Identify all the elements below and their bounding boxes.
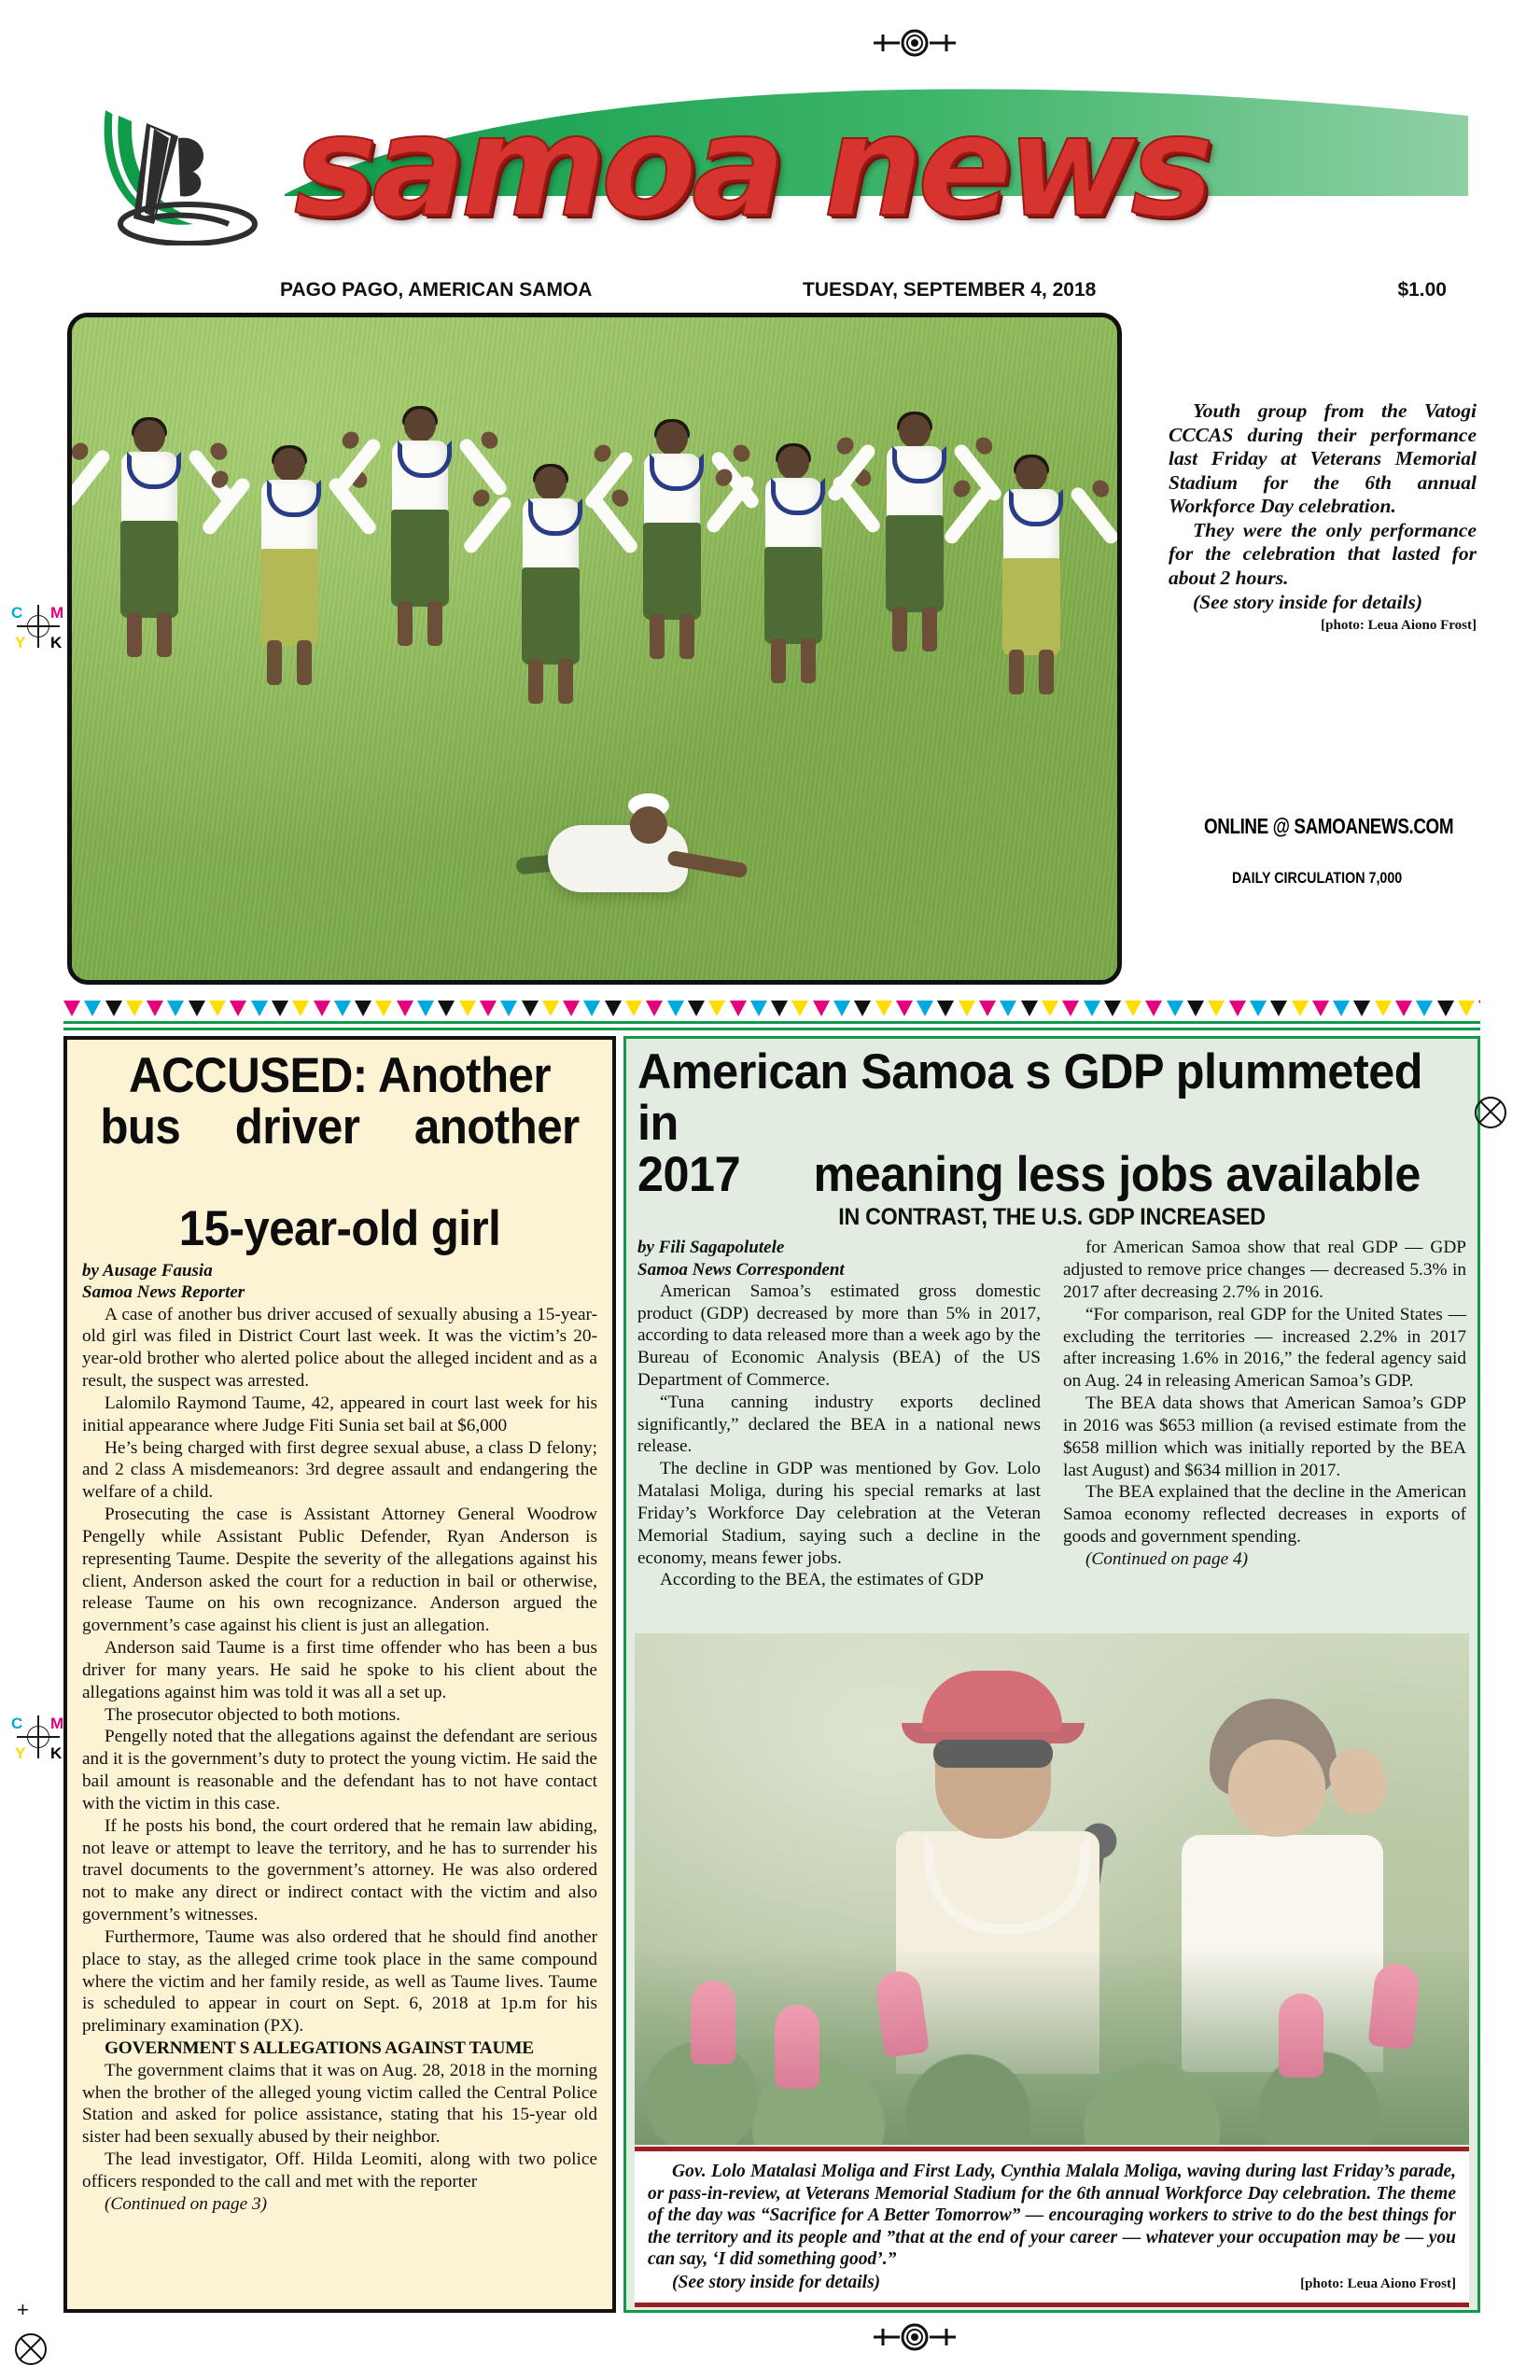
divider-triangle bbox=[438, 1001, 455, 1016]
cmyk-label-c: C bbox=[11, 1715, 23, 1732]
hero-photo-caption bbox=[1169, 399, 1477, 634]
divider-triangle bbox=[813, 1001, 830, 1016]
right-paragraph: The decline in GDP was mentioned by Gov. Lolo Matalasi Moliga, during his special remarks at last Friday’s Workforce Day celebration at the Veteran Memorial Stadium, saying such a decline in the economy, means fewer jobs. bbox=[637, 1459, 1041, 1568]
right-paragraph: “Tuna canning industry exports declined significantly,” declared the BEA in a national news release. bbox=[637, 1392, 1041, 1457]
dateline bbox=[280, 275, 1456, 305]
divider-triangle bbox=[397, 1001, 413, 1016]
right-story-columns bbox=[637, 1237, 1466, 1591]
headline-line-1: American Samoa s GDP plummeted in bbox=[637, 1044, 1423, 1152]
right-story-headline bbox=[637, 1044, 1425, 1203]
right-paragraph: The BEA data shows that American Samoa’s GDP in 2016 was $653 million (a revised estimate from the $658 million which was initially reported by the BEA last August) and $634 million in 2017. bbox=[1063, 1393, 1466, 1480]
divider-triangle bbox=[667, 1001, 684, 1016]
divider-triangle bbox=[1062, 1001, 1079, 1016]
headline-line-1: ACCUSED: Another bbox=[128, 1048, 552, 1103]
divider-triangle bbox=[1375, 1001, 1392, 1016]
divider-triangle bbox=[1416, 1001, 1433, 1016]
divider-triangle bbox=[1042, 1001, 1058, 1016]
divider-triangle bbox=[771, 1001, 788, 1016]
divider-triangle bbox=[937, 1001, 954, 1016]
cmyk-label-y: Y bbox=[15, 1744, 26, 1762]
masthead bbox=[0, 65, 1540, 280]
divider-triangle bbox=[1208, 1001, 1225, 1016]
divider-triangle bbox=[1353, 1001, 1370, 1016]
dateline-date: TUESDAY, SEPTEMBER 4, 2018 bbox=[803, 279, 1097, 301]
divider-triangle bbox=[251, 1001, 268, 1016]
samoa-news-logo-icon bbox=[89, 82, 294, 245]
divider-triangle bbox=[833, 1001, 850, 1016]
cmyk-label-m: M bbox=[50, 604, 64, 622]
registration-circle-x-bottom-left bbox=[15, 2333, 47, 2365]
cmyk-label-k: K bbox=[50, 634, 63, 651]
hero-photo-credit: [photo: Leua Aiono Frost] bbox=[1321, 618, 1477, 634]
registration-circle-x-right bbox=[1475, 1097, 1506, 1128]
gov-caption-see-story: (See story inside for details) bbox=[672, 2272, 881, 2292]
dateline-place: PAGO PAGO, AMERICAN SAMOA bbox=[280, 279, 593, 301]
divider-triangle bbox=[896, 1001, 913, 1016]
divider-triangle bbox=[875, 1001, 892, 1016]
headline-line-2 bbox=[637, 1147, 1425, 1203]
divider-triangle bbox=[1250, 1001, 1267, 1016]
divider-triangle bbox=[417, 1001, 434, 1016]
green-rule-top bbox=[63, 1021, 1480, 1024]
cmyk-label-k: K bbox=[50, 1744, 63, 1762]
divider-triangle bbox=[375, 1001, 392, 1016]
divider-triangle bbox=[1187, 1001, 1204, 1016]
cmyk-label-c: C bbox=[11, 604, 23, 622]
divider-triangle bbox=[1021, 1001, 1038, 1016]
divider-triangle bbox=[480, 1001, 497, 1016]
left-paragraph: Furthermore, Taume was also ordered that he should find another place to stay, as the alleged crime took place in the same compound where the victim and her family reside, as well as Taume lives. Taume is scheduled to appear in court on Sept. 6, 2018 at 1p.m for his preliminary examination (PX). bbox=[82, 1926, 597, 2037]
divider-triangle bbox=[854, 1001, 871, 1016]
hero-photo bbox=[67, 313, 1122, 985]
hero-caption-paragraph-1: Youth group from the Vatogi CCCAS during their performance last Friday at Veterans Memorial Stadium for the 6th annual Workforce Day celebration. bbox=[1169, 399, 1477, 518]
registration-vline bbox=[37, 605, 39, 648]
gov-photo-credit: [photo: Leua Aiono Frost] bbox=[1300, 2275, 1456, 2291]
divider-triangle bbox=[147, 1001, 163, 1016]
right-story-continued[interactable]: (Continued on page 4) bbox=[1085, 1548, 1249, 1569]
right-story-byline bbox=[637, 1237, 1041, 1280]
left-paragraph: Anderson said Taume is a first time offender who has been a bus driver for many years. He said he spoke to his client about the allegations against him was told it was all a set up. bbox=[82, 1638, 597, 1702]
byline-author: by Ausage Fausia bbox=[82, 1261, 213, 1281]
cmyk-registration-mark-upper bbox=[9, 597, 67, 655]
divider-triangle bbox=[583, 1001, 600, 1016]
cmyk-registration-mark-lower bbox=[9, 1708, 67, 1766]
registration-mark-top bbox=[859, 26, 971, 60]
divider-triangle bbox=[1167, 1001, 1183, 1016]
hero-caption-paragraph-2: They were the only performance for the celebration that lasted for about 2 hours. bbox=[1169, 518, 1477, 590]
left-paragraph: Prosecuting the case is Assistant Attorney General Woodrow Pengelly while Assistant Public Defender, Ryan Anderson is representing Taume. Despite the severity of the allegations against his client, Anderson asked the court for a reduction in bail or otherwise, release Taume on his own recognizance. Anderson argued the government’s case against his client is just an allegation. bbox=[82, 1505, 597, 1636]
divider-triangle bbox=[563, 1001, 580, 1016]
divider-triangle bbox=[334, 1001, 351, 1016]
right-paragraph: According to the BEA, the estimates of GDP bbox=[660, 1570, 984, 1590]
divider-triangle bbox=[1270, 1001, 1287, 1016]
divider-triangle bbox=[500, 1001, 517, 1016]
divider-triangle bbox=[1084, 1001, 1100, 1016]
left-story-subhead: GOVERNMENT S ALLEGATIONS AGAINST TAUME bbox=[105, 2037, 534, 2058]
divider-triangle bbox=[1312, 1001, 1329, 1016]
divider-triangle bbox=[959, 1001, 975, 1016]
divider-triangle bbox=[63, 1001, 80, 1016]
registration-plus-mark: + bbox=[17, 2298, 29, 2321]
byline-title: Samoa News Reporter bbox=[82, 1282, 245, 1303]
headline-line-2: bus driver another bbox=[100, 1099, 580, 1155]
right-story-column-2 bbox=[1063, 1237, 1466, 1591]
divider-triangle bbox=[167, 1001, 184, 1016]
byline-title: Samoa News Correspondent bbox=[637, 1259, 845, 1280]
divider-triangle bbox=[1395, 1001, 1412, 1016]
headline-year: 2017 bbox=[637, 1147, 741, 1203]
divider-triangle bbox=[314, 1001, 330, 1016]
divider-triangle bbox=[750, 1001, 767, 1016]
right-story-kicker: IN CONTRAST, THE U.S. GDP INCREASED bbox=[838, 1204, 1266, 1231]
left-paragraph: If he posts his bond, the court ordered that he remain law abiding, not leave or attempt to leave the territory, and he has to surrender his travel documents to the government’s attorney. He was also ordered not to make any direct or indirect contact with the victim and also government’s witnesses. bbox=[82, 1815, 597, 1925]
cmyk-label-m: M bbox=[50, 1715, 64, 1732]
divider-triangle bbox=[542, 1001, 559, 1016]
divider-triangle bbox=[708, 1001, 725, 1016]
divider-triangle bbox=[730, 1001, 747, 1016]
divider-triangle bbox=[105, 1001, 122, 1016]
gov-caption-text: Gov. Lolo Matalasi Moliga and First Lady, Cynthia Malala Moliga, waving during last Friday’s parade, or pass-in-review, at Veterans Memorial Stadium for the 6th annual Workforce Day celebration. The theme of the day was “Sacrifice for A Better Tomorrow” — encouraging workers to strive to do the best things for the territory and its people and ”that at the end of your career — whatever your occupation may be — you can say, ‘I did something good’.” bbox=[648, 2162, 1456, 2270]
nameplate bbox=[285, 84, 1470, 247]
dateline-price: $1.00 bbox=[1397, 279, 1447, 301]
left-paragraph: The government claims that it was on Aug. 28, 2018 in the morning when the brother of the alleged young victim called the Central Police Station and asked for police assistance, stating that his 15-year old sister had been sexually abused by their neighbor. bbox=[82, 2060, 597, 2148]
divider-triangle bbox=[230, 1001, 246, 1016]
hero-caption-see-story: (See story inside for details) bbox=[1193, 590, 1423, 613]
left-paragraph: The lead investigator, Off. Hilda Leomiti, along with two police officers responded to the call and met with the reporter bbox=[82, 2149, 597, 2191]
left-story-accused bbox=[63, 1036, 616, 2313]
divider-triangle bbox=[1104, 1001, 1121, 1016]
divider-triangle bbox=[605, 1001, 622, 1016]
divider-triangle bbox=[522, 1001, 539, 1016]
divider-triangle bbox=[917, 1001, 933, 1016]
divider-triangle bbox=[459, 1001, 476, 1016]
divider-triangle bbox=[1229, 1001, 1246, 1016]
headline-line-3: 15-year-old girl bbox=[178, 1200, 501, 1256]
divider-triangle bbox=[189, 1001, 205, 1016]
divider-triangle bbox=[1125, 1001, 1141, 1016]
divider-triangle bbox=[646, 1001, 663, 1016]
left-paragraph: A case of another bus driver accused of sexually abusing a 15-year-old girl was filed in District Court last week. It was the victim’s 20-year-old brother who alerted police about the alleged incident and as a result, the suspect was arrested. bbox=[82, 1304, 597, 1392]
left-paragraph: The prosecutor objected to both motions. bbox=[105, 1704, 401, 1725]
left-story-headline bbox=[100, 1048, 580, 1256]
byline-author: by Fili Sagapolutele bbox=[637, 1238, 785, 1258]
divider-triangle bbox=[126, 1001, 143, 1016]
divider-triangle bbox=[84, 1001, 101, 1016]
right-paragraph: for American Samoa show that real GDP — GDP adjusted to remove price changes — decreased 5.3% in 2017 after decreasing 2.7% in 2016. bbox=[1063, 1238, 1466, 1302]
left-paragraph: He’s being charged with first degree sexual abuse, a class D felony; and 2 class A misdemeanors: 3rd degree assault and endangering the welfare of a child. bbox=[82, 1437, 597, 1503]
headline-line-2-rest: meaning less jobs available bbox=[813, 1147, 1421, 1203]
left-story-body bbox=[82, 1304, 597, 2216]
left-paragraph: Lalomilo Raymond Taume, 42, appeared in court last week for his initial appearance where Judge Fiti Sunia set bail at $6,000 bbox=[82, 1393, 597, 1435]
divider-triangle bbox=[625, 1001, 642, 1016]
hero-lead-dancer bbox=[511, 803, 753, 924]
divider-triangle bbox=[355, 1001, 371, 1016]
divider-triangle bbox=[688, 1001, 705, 1016]
cmyk-triangle-divider bbox=[63, 1001, 1480, 1017]
registration-mark-bottom bbox=[859, 2320, 971, 2354]
promo-block bbox=[1204, 814, 1484, 888]
divider-triangle bbox=[272, 1001, 288, 1016]
governor-photo-caption bbox=[635, 2147, 1469, 2307]
daily-circulation: DAILY CIRCULATION 7,000 bbox=[1232, 869, 1403, 887]
divider-triangle bbox=[1478, 1001, 1480, 1016]
divider-triangle bbox=[1145, 1001, 1162, 1016]
online-url[interactable]: ONLINE @ SAMOANEWS.COM bbox=[1204, 814, 1454, 838]
right-paragraph: American Samoa’s estimated gross domestic product (GDP) decreased by more than 5% in 2017, according to data released more than a week ago by the Bureau of Economic Analysis (BEA) of the US Department of Commerce. bbox=[637, 1281, 1041, 1390]
divider-triangle bbox=[292, 1001, 309, 1016]
divider-triangle bbox=[209, 1001, 226, 1016]
left-story-byline bbox=[82, 1260, 597, 1303]
masthead-title: samoa news bbox=[294, 86, 1209, 248]
divider-triangle bbox=[1000, 1001, 1016, 1016]
right-paragraph: The BEA explained that the decline in the American Samoa economy reflected decreases in exports of goods and government spending. bbox=[1063, 1482, 1466, 1547]
governor-photo bbox=[635, 1633, 1469, 2145]
divider-triangle bbox=[791, 1001, 808, 1016]
divider-triangle bbox=[1292, 1001, 1309, 1016]
photo-overlay bbox=[635, 1633, 1469, 2145]
divider-triangle bbox=[979, 1001, 996, 1016]
gov-caption-footer bbox=[648, 2273, 1456, 2293]
left-story-continued[interactable]: (Continued on page 3) bbox=[105, 2193, 268, 2214]
divider-triangle bbox=[1333, 1001, 1350, 1016]
cmyk-label-y: Y bbox=[15, 634, 26, 651]
right-story-column-1 bbox=[637, 1237, 1041, 1591]
green-rule-bottom bbox=[63, 1028, 1480, 1030]
left-paragraph: Pengelly noted that the allegations against the defendant are serious and it is the government’s duty to protect the young victim. He said the bail amount is reasonable and the defendant has to not have contact with the victim in this case. bbox=[82, 1727, 597, 1813]
right-paragraph: “For comparison, real GDP for the United States — excluding the territories — increased 2.2% in 2017 after increasing 1.6% in 2016,” the federal agency said on Aug. 24 in releasing American Samoa’s GDP. bbox=[1063, 1304, 1466, 1392]
divider-triangle bbox=[1437, 1001, 1454, 1016]
divider-triangle bbox=[1458, 1001, 1475, 1016]
registration-vline bbox=[37, 1715, 39, 1758]
